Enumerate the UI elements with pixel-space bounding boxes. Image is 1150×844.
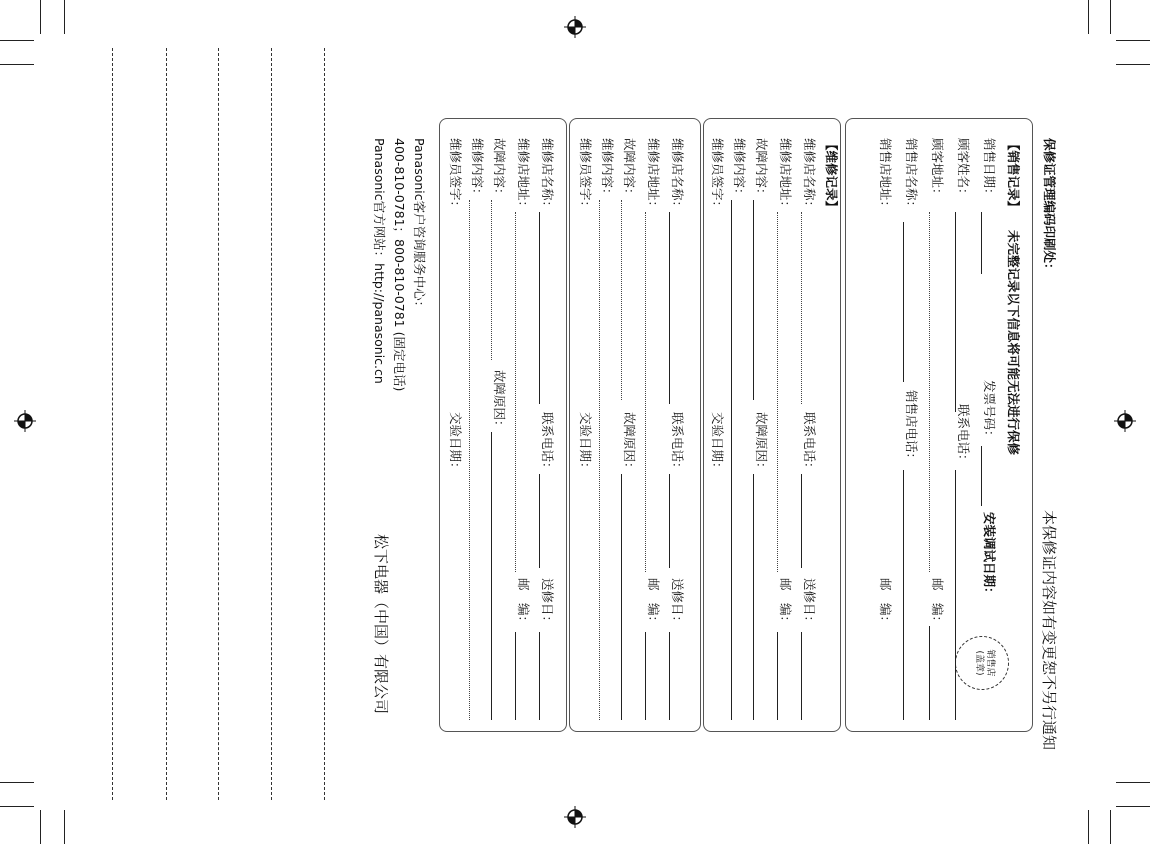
customer-phone-label: 联系电话： <box>956 404 971 467</box>
handover-date-label: 交验日期： <box>710 412 725 475</box>
repair-shop-address-label: 维修店地址： <box>646 138 661 214</box>
postcode-label-2: 邮 编： <box>878 578 893 629</box>
store-name-field[interactable] <box>903 222 904 382</box>
send-date-field[interactable] <box>539 632 540 720</box>
invoice-label: 发票号码： <box>982 380 997 443</box>
print-location-label: 保修证管理编码印刷处： <box>1042 138 1057 276</box>
install-date-label: 安装调试日期： <box>982 512 997 600</box>
service-center-label: Panasonic客户咨询服务中心： <box>412 138 427 314</box>
postcode-label: 邮 编： <box>930 578 945 629</box>
crop-mark <box>1110 0 1111 34</box>
store-phone-label: 销售店电话： <box>904 390 919 466</box>
sales-title: 【销售记录】 <box>1006 138 1021 214</box>
sale-date-field[interactable] <box>981 212 982 274</box>
repair-phone-label: 联系电话： <box>540 412 555 475</box>
customer-name-label: 顾客姓名： <box>956 138 971 201</box>
repair-shop-name-field[interactable] <box>669 212 670 404</box>
repair-content-field[interactable] <box>731 200 732 720</box>
repair-shop-name-label: 维修店名称： <box>802 138 817 214</box>
send-date-label: 送修日： <box>802 578 817 629</box>
technician-signature-label: 维修员签字： <box>710 138 725 214</box>
repair-phone-field[interactable] <box>669 474 670 568</box>
repair-content-field[interactable] <box>469 200 470 720</box>
repair-shop-name-field[interactable] <box>801 212 802 404</box>
send-date-label: 送修日： <box>670 578 685 629</box>
crop-mark <box>1088 0 1089 34</box>
store-stamp-area <box>955 636 1009 690</box>
customer-address-field[interactable] <box>929 212 930 572</box>
invoice-field[interactable] <box>981 446 982 506</box>
crop-mark <box>1116 782 1150 783</box>
repair-phone-label: 联系电话： <box>670 412 685 475</box>
fault-reason-field[interactable] <box>753 474 754 720</box>
send-date-label: 送修日： <box>540 578 555 629</box>
crop-mark <box>1116 64 1150 65</box>
technician-signature-label: 维修员签字： <box>448 138 463 214</box>
repair-shop-name-label: 维修店名称： <box>540 138 555 214</box>
crop-mark <box>40 810 41 844</box>
repair-shop-name-label: 维修店名称： <box>670 138 685 214</box>
crop-mark <box>0 782 34 783</box>
repair-content-label: 维修内容： <box>732 138 747 201</box>
registration-mark-icon <box>1114 410 1136 432</box>
store-address-label: 销售店地址： <box>878 138 893 214</box>
fault-content-label: 故障内容： <box>492 138 507 201</box>
crop-mark <box>1116 806 1150 807</box>
repair-postcode-field[interactable] <box>515 632 516 720</box>
fault-reason-label: 故障原因： <box>622 412 637 475</box>
fault-content-label: 故障内容： <box>754 138 769 201</box>
crop-mark <box>1116 40 1150 41</box>
fault-content-field[interactable] <box>621 200 622 400</box>
crop-mark <box>1088 810 1089 844</box>
service-hotline: 400-810-0781；800-810-0781 (固定电话) <box>392 138 407 392</box>
repair-shop-address-field[interactable] <box>777 212 778 572</box>
send-date-field[interactable] <box>801 632 802 720</box>
repair-shop-address-field[interactable] <box>645 212 646 572</box>
repair-phone-field[interactable] <box>801 474 802 568</box>
repair-content-field[interactable] <box>599 200 600 720</box>
fault-reason-field[interactable] <box>491 432 492 720</box>
send-date-field[interactable] <box>669 632 670 720</box>
official-website: Panasonic官方网站：http://panasonic.cn <box>372 138 387 384</box>
crop-mark <box>1110 810 1111 844</box>
repair-content-label: 维修内容： <box>600 138 615 201</box>
repair-postcode-field[interactable] <box>777 632 778 720</box>
repair-postcode-label: 邮 编： <box>646 578 661 629</box>
change-notice: 本保修证内容如有变更恕不另行通知 <box>1040 510 1058 751</box>
store-name-label: 销售店名称： <box>904 138 919 214</box>
repair-phone-field[interactable] <box>539 474 540 568</box>
registration-mark-icon <box>564 806 586 828</box>
stamp-text: 销售店 <box>985 649 995 677</box>
crop-mark <box>64 810 65 844</box>
customer-phone-field[interactable] <box>955 470 956 720</box>
postcode-field[interactable] <box>929 626 930 720</box>
sale-date-label: 销售日期： <box>982 138 997 201</box>
sales-warning: 未完整记录以下信息将可能无法进行保修 <box>1006 230 1021 456</box>
repair-content-label: 维修内容： <box>470 138 485 201</box>
handover-date-label: 交验日期： <box>578 412 593 475</box>
customer-name-field[interactable] <box>955 212 956 412</box>
repair-phone-label: 联系电话： <box>802 412 817 475</box>
repair-postcode-label: 邮 编： <box>778 578 793 629</box>
fault-content-label: 故障内容： <box>622 138 637 201</box>
repair-shop-address-label: 维修店地址： <box>516 138 531 214</box>
repair-shop-address-label: 维修店地址： <box>778 138 793 214</box>
fault-reason-label: 故障原因： <box>754 412 769 475</box>
fault-content-field[interactable] <box>753 200 754 400</box>
handover-date-label: 交验日期： <box>448 412 463 475</box>
repair-postcode-label: 邮 编： <box>516 578 531 629</box>
repair-postcode-field[interactable] <box>645 632 646 720</box>
fault-content-field[interactable] <box>491 200 492 360</box>
repair-shop-name-field[interactable] <box>539 212 540 404</box>
fault-reason-label: 故障原因： <box>492 370 507 433</box>
technician-signature-label: 维修员签字： <box>578 138 593 214</box>
crop-mark <box>0 806 34 807</box>
repair-shop-address-field[interactable] <box>515 212 516 572</box>
repair-title: 【维修记录】 <box>824 138 839 214</box>
stamp-text: (盖章) <box>974 650 984 676</box>
customer-address-label: 顾客地址： <box>930 138 945 201</box>
fault-reason-field[interactable] <box>621 474 622 720</box>
store-phone-field[interactable] <box>903 470 904 720</box>
company-name: 松下电器（中国）有限公司 <box>372 534 390 715</box>
